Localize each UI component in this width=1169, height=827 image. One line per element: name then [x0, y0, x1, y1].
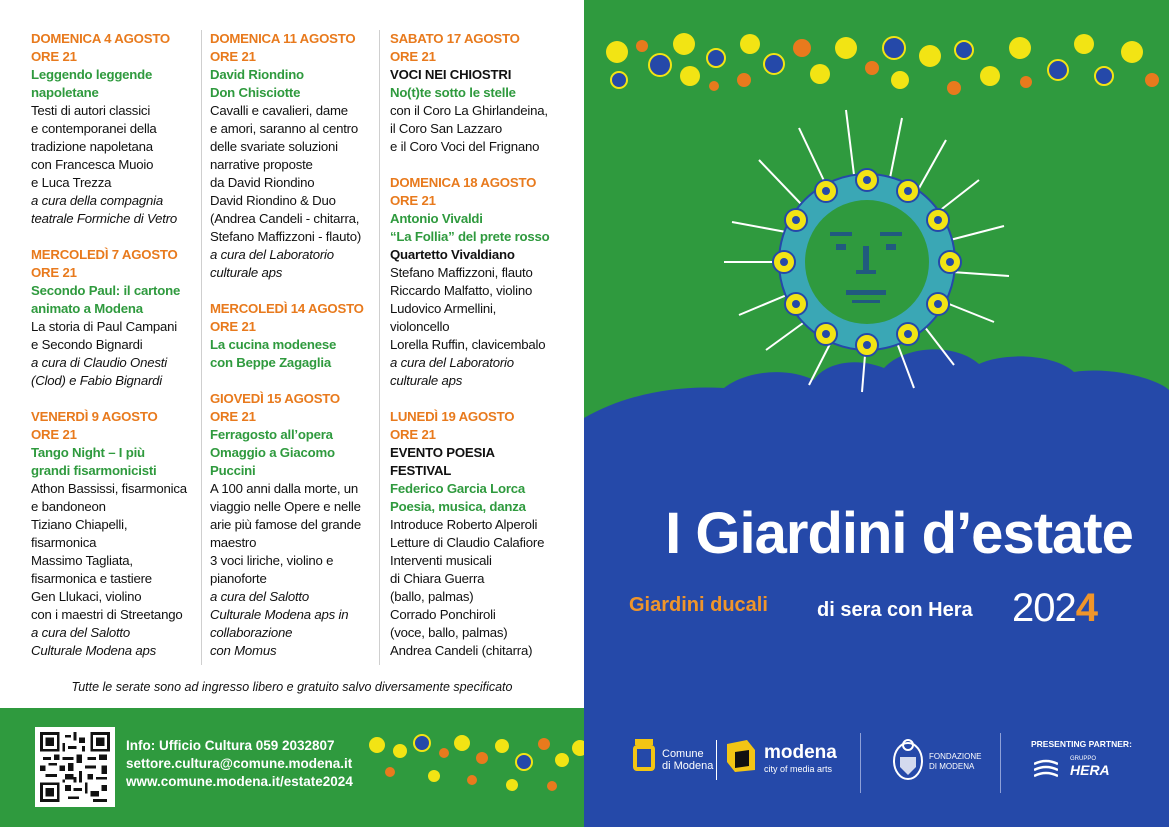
- event-date: DOMENICA 11 AGOSTO: [210, 31, 356, 46]
- event-detail: e bandoneon: [31, 499, 106, 514]
- event-detail: (voce, ballo, palmas): [390, 625, 508, 640]
- event-block: [210, 30, 380, 282]
- event-block: [390, 174, 570, 390]
- event-detail: Riccardo Malfatto, violino: [390, 283, 533, 298]
- event-time: ORE 21: [390, 49, 436, 64]
- event-title: grandi fisarmonicisti: [31, 463, 157, 478]
- event-section: EVENTO POESIA: [390, 445, 495, 460]
- contact-info: [126, 737, 353, 791]
- event-block: [31, 408, 199, 660]
- event-detail: Gen Llukaci, violino: [31, 589, 142, 604]
- event-detail: violoncello: [390, 319, 450, 334]
- event-detail: di Chiara Guerra: [390, 571, 485, 586]
- event-title: La cucina modenese: [210, 337, 337, 352]
- event-detail: Ludovico Armellini,: [390, 301, 497, 316]
- logo-divider: [860, 733, 861, 793]
- event-detail: Introduce Roberto Alperoli: [390, 517, 538, 532]
- subtitle-tagline: di sera con Hera: [817, 599, 973, 621]
- event-detail: e contemporanei della: [31, 121, 157, 136]
- program-column-1: [31, 30, 199, 678]
- event-time: ORE 21: [31, 49, 77, 64]
- event-detail: Athon Bassissi, fisarmonica: [31, 481, 187, 496]
- cover-title: I Giardini d’estate: [665, 501, 1133, 566]
- event-credit: Culturale Modena aps in: [210, 607, 349, 622]
- cover-panel: [584, 0, 1169, 827]
- event-detail: arie più famose del grande: [210, 517, 361, 532]
- event-title: Poesia, musica, danza: [390, 499, 526, 514]
- event-block: [31, 246, 199, 390]
- event-title: Antonio Vivaldi: [390, 211, 483, 226]
- event-title: No(t)te sotto le stelle: [390, 85, 516, 100]
- column-divider: [379, 30, 380, 665]
- event-date: VENERDÌ 9 AGOSTO: [31, 409, 158, 424]
- fondazione-line2: DI MODENA: [929, 762, 975, 771]
- event-detail: Stefano Maffizzoni, flauto: [390, 265, 533, 280]
- event-ensemble: Quartetto Vivaldiano: [390, 247, 515, 262]
- cover-artwork: [584, 0, 1169, 827]
- event-title: Leggendo leggende: [31, 67, 153, 82]
- event-credit: Culturale Modena aps: [31, 643, 157, 658]
- event-title: Don Chisciotte: [210, 85, 301, 100]
- event-date: MERCOLEDÌ 14 AGOSTO: [210, 301, 364, 316]
- event-credit: teatrale Formiche di Vetro: [31, 211, 178, 226]
- logo-divider: [1000, 733, 1001, 793]
- comune-crest-icon: [629, 737, 659, 777]
- modena-name: modena: [764, 742, 837, 763]
- event-time: ORE 21: [390, 427, 436, 442]
- event-title: “La Follia” del prete rosso: [390, 229, 550, 244]
- event-detail: Tiziano Chiapelli,: [31, 517, 128, 532]
- footnote: Tutte le serate sono ad ingresso libero e gratuito salvo diversamente specificato: [71, 680, 513, 694]
- logo-divider: [716, 740, 717, 780]
- event-time: ORE 21: [210, 319, 256, 334]
- event-date: GIOVEDÌ 15 AGOSTO: [210, 391, 340, 406]
- event-date: DOMENICA 18 AGOSTO: [390, 175, 537, 190]
- event-credit: a cura del Laboratorio: [210, 247, 334, 262]
- event-block: [390, 408, 570, 660]
- event-block: [210, 300, 380, 372]
- event-detail: narrative proposte: [210, 157, 313, 172]
- event-time: ORE 21: [31, 265, 77, 280]
- event-detail: (Andrea Candeli - chitarra,: [210, 211, 360, 226]
- comune-line2: di Modena: [662, 760, 714, 772]
- event-credit: a cura del Salotto: [31, 625, 131, 640]
- event-title: Secondo Paul: il cartone: [31, 283, 181, 298]
- event-detail: Letture di Claudio Calafiore: [390, 535, 545, 550]
- event-detail: Testi di autori classici: [31, 103, 151, 118]
- event-detail: Interventi musicali: [390, 553, 492, 568]
- event-title: David Riondino: [210, 67, 304, 82]
- event-detail: con il Coro La Ghirlandeina,: [390, 103, 548, 118]
- event-time: ORE 21: [210, 409, 256, 424]
- event-title: Puccini: [210, 463, 256, 478]
- event-block: [31, 30, 199, 228]
- logo-fondazione[interactable]: [929, 752, 981, 772]
- event-detail: e Secondo Bignardi: [31, 337, 143, 352]
- event-credit: con Momus: [210, 643, 277, 658]
- info-bar: [0, 708, 584, 827]
- event-credit: a cura del Salotto: [210, 589, 310, 604]
- event-detail: Lorella Ruffin, clavicembalo: [390, 337, 546, 352]
- event-title: Ferragosto all’opera: [210, 427, 333, 442]
- event-block: [210, 390, 380, 660]
- event-detail: 3 voci liriche, violino e: [210, 553, 334, 568]
- event-credit: collaborazione: [210, 625, 293, 640]
- event-detail: Massimo Tagliata,: [31, 553, 133, 568]
- info-website[interactable]: www.comune.modena.it/estate2024: [126, 774, 353, 789]
- event-date: MERCOLEDÌ 7 AGOSTO: [31, 247, 178, 262]
- event-detail: Cavalli e cavalieri, dame: [210, 103, 348, 118]
- event-detail: e il Coro Voci del Frignano: [390, 139, 540, 154]
- decorative-dots: [362, 730, 584, 810]
- event-section: VOCI NEI CHIOSTRI: [390, 67, 512, 82]
- event-detail: Stefano Maffizzoni - flauto): [210, 229, 362, 244]
- event-title: napoletane: [31, 85, 99, 100]
- column-divider: [201, 30, 202, 665]
- event-credit: a cura di Claudio Onesti: [31, 355, 167, 370]
- event-detail: David Riondino & Duo: [210, 193, 336, 208]
- event-detail: con Francesca Muoio: [31, 157, 154, 172]
- partner-label: PRESENTING PARTNER:: [1031, 739, 1132, 749]
- event-detail: La storia di Paul Campani: [31, 319, 178, 334]
- info-email[interactable]: settore.cultura@comune.modena.it: [126, 756, 353, 771]
- event-date: SABATO 17 AGOSTO: [390, 31, 520, 46]
- event-detail: fisarmonica: [31, 535, 97, 550]
- event-title: Tango Night – I più: [31, 445, 145, 460]
- event-detail: tradizione napoletana: [31, 139, 153, 154]
- subtitle-venue: Giardini ducali: [629, 594, 768, 616]
- event-detail: maestro: [210, 535, 257, 550]
- event-detail: da David Riondino: [210, 175, 315, 190]
- event-credit: culturale aps: [210, 265, 283, 280]
- modena-cube-icon: [725, 738, 757, 774]
- event-detail: (ballo, palmas): [390, 589, 474, 604]
- info-phone: Info: Ufficio Cultura 059 2032807: [126, 738, 335, 753]
- event-time: ORE 21: [31, 427, 77, 442]
- program-column-2: [210, 30, 380, 678]
- hera-name: HERA: [1070, 762, 1110, 778]
- event-title: animato a Modena: [31, 301, 143, 316]
- event-detail: con i maestri di Streetango: [31, 607, 183, 622]
- qr-code[interactable]: [35, 727, 115, 807]
- event-time: ORE 21: [390, 193, 436, 208]
- event-detail: Andrea Candeli (chitarra): [390, 643, 533, 658]
- event-title: Omaggio a Giacomo: [210, 445, 335, 460]
- program-column-3: [390, 30, 570, 678]
- event-detail: e Luca Trezza: [31, 175, 112, 190]
- event-detail: e amori, saranno al centro: [210, 121, 359, 136]
- event-credit: a cura della compagnia: [31, 193, 163, 208]
- event-detail: Corrado Ponchiroli: [390, 607, 496, 622]
- modena-tagline: city of media arts: [764, 764, 833, 774]
- event-block: [390, 30, 570, 156]
- event-credit: a cura del Laboratorio: [390, 355, 514, 370]
- cover-year: [1012, 586, 1097, 631]
- comune-line1: Comune: [662, 748, 704, 760]
- event-date: LUNEDÌ 19 AGOSTO: [390, 409, 515, 424]
- event-title: con Beppe Zagaglia: [210, 355, 331, 370]
- program-panel: [0, 0, 584, 827]
- event-section: FESTIVAL: [390, 463, 452, 478]
- hera-wave-icon: [1034, 758, 1058, 780]
- logo-hera[interactable]: [1070, 756, 1110, 777]
- event-detail: delle svariate soluzioni: [210, 139, 338, 154]
- event-time: ORE 21: [210, 49, 256, 64]
- event-detail: viaggio nelle Opere e nelle: [210, 499, 361, 514]
- event-detail: pianoforte: [210, 571, 267, 586]
- event-credit: (Clod) e Fabio Bignardi: [31, 373, 163, 388]
- year-digits: 202: [1012, 586, 1076, 630]
- hera-group: GRUPPO: [1070, 756, 1097, 762]
- fondazione-crest-icon: [891, 737, 925, 781]
- event-detail: fisarmonica e tastiere: [31, 571, 152, 586]
- logo-comune[interactable]: [662, 748, 713, 772]
- logo-modena[interactable]: [764, 743, 837, 775]
- event-date: DOMENICA 4 AGOSTO: [31, 31, 170, 46]
- year-last-digit: 4: [1075, 586, 1097, 630]
- event-detail: il Coro San Lazzaro: [390, 121, 503, 136]
- qr-code-icon: [40, 732, 110, 802]
- event-detail: A 100 anni dalla morte, un: [210, 481, 359, 496]
- fondazione-line1: FONDAZIONE: [929, 752, 982, 761]
- garland-dots: [606, 33, 1159, 95]
- event-title: Federico Garcia Lorca: [390, 481, 526, 496]
- event-credit: culturale aps: [390, 373, 463, 388]
